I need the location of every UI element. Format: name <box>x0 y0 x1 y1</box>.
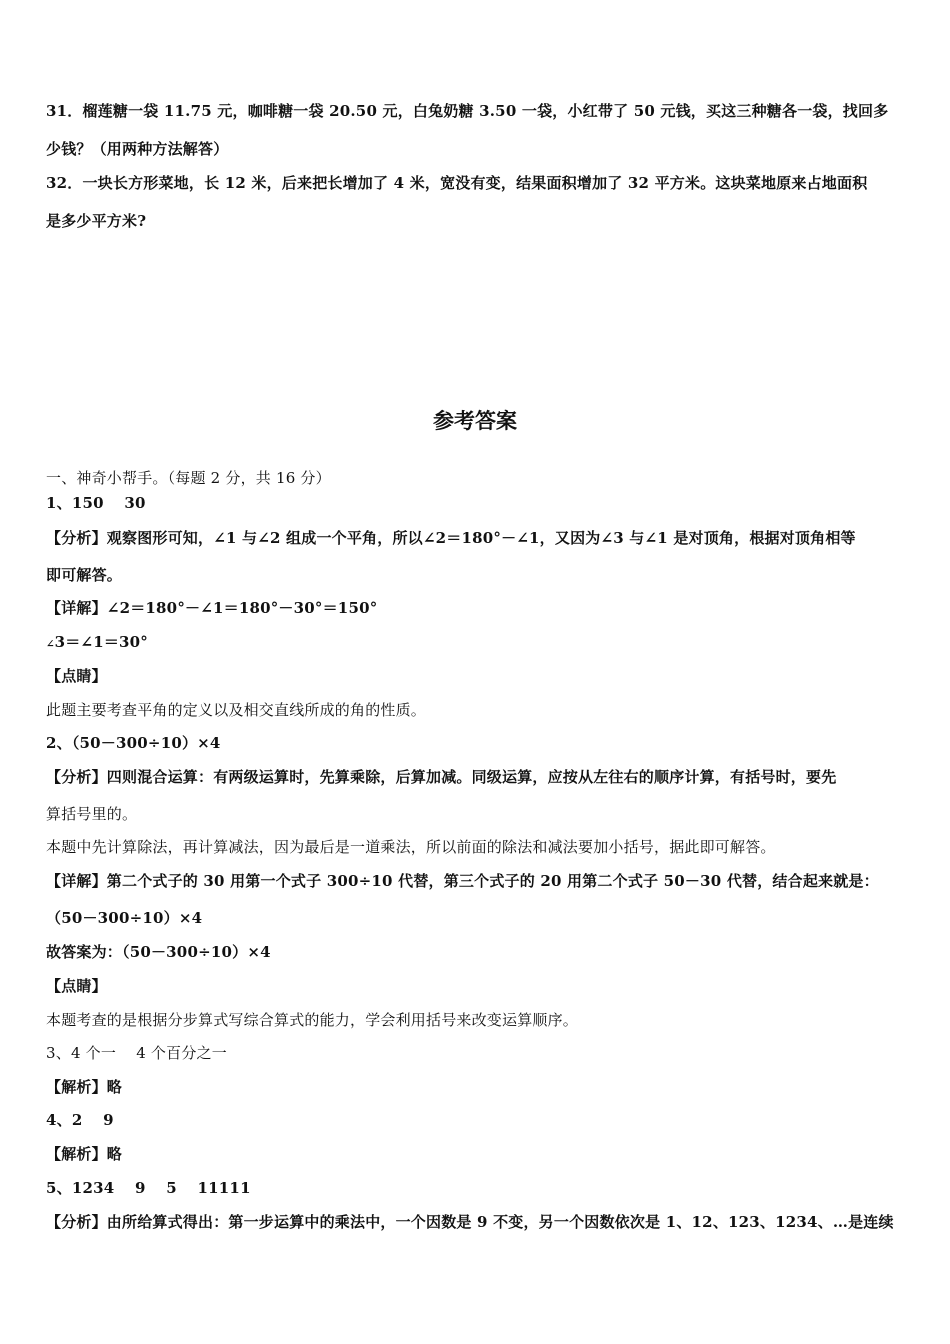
answer-1-point: 此题主要考查平角的定义以及相交直线所成的角的性质。 <box>46 701 427 719</box>
answer-3: 3、4 个一 4 个百分之一 <box>46 1044 227 1062</box>
answer-4: 4、2 9 <box>46 1111 114 1129</box>
section-header: 一、神奇小帮手。（每题 2 分，共 16 分） <box>46 469 331 487</box>
q31-line-1: 31．榴莲糖一袋 11.75 元，咖啡糖一袋 20.50 元，白兔奶糖 3.50 一袋，小红带了 50 元钱，买这三种糖各一袋，找回多 <box>46 102 889 120</box>
answer-1-analysis-1: 【分析】观察图形可知，∠1 与∠2 组成一个平角，所以∠2＝180°－∠1，又因为∠3 与∠1 是对顶角，根据对顶角相等 <box>46 529 856 547</box>
q31-line-2: 少钱？（用两种方法解答） <box>46 140 229 158</box>
answer-1-detail-1: 【详解】∠2＝180°－∠1＝180°－30°＝150° <box>46 599 378 617</box>
answer-1-analysis-2: 即可解答。 <box>46 566 123 584</box>
answer-2-analysis-3: 本题中先计算除法，再计算减法，因为最后是一道乘法，所以前面的除法和减法要加小括号，据此即可解答。 <box>46 838 776 856</box>
answer-5: 5、1234 9 5 11111 <box>46 1179 251 1197</box>
answer-1-point-label: 【点睛】 <box>46 667 107 685</box>
answer-3-analysis: 【解析】略 <box>46 1078 123 1096</box>
answer-2-point: 本题考查的是根据分步算式写综合算式的能力，学会利用括号来改变运算顺序。 <box>46 1011 579 1029</box>
page-title: 参考答案 <box>433 409 517 433</box>
q32-line-1: 32．一块长方形菜地，长 12 米，后来把长增加了 4 米，宽没有变，结果面积增加了 32 平方米。这块菜地原来占地面积 <box>46 174 868 192</box>
answer-4-analysis: 【解析】略 <box>46 1145 123 1163</box>
answer-2-analysis-2: 算括号里的。 <box>46 805 138 823</box>
answer-2-detail-3: 故答案为：（50－300÷10）×4 <box>46 943 271 961</box>
answer-2-detail-2: （50－300÷10）×4 <box>46 909 203 927</box>
answer-1-detail-2-text: 3＝∠1＝30° <box>54 633 149 651</box>
answer-2-detail-1: 【详解】第二个式子的 30 用第一个式子 300÷10 代替，第三个式子的 20 用第二个式子 50－30 代替，结合起来就是： <box>46 872 879 890</box>
answer-1-detail-2 <box>46 632 906 655</box>
answer-5-analysis-1: 【分析】由所给算式得出：第一步运算中的乘法中，一个因数是 9 不变，另一个因数依次是 1、12、123、1234、…是连续 <box>46 1213 894 1231</box>
answer-1: 1、150 30 <box>46 494 146 512</box>
answer-2-point-label: 【点睛】 <box>46 977 107 995</box>
answer-2-analysis-1: 【分析】四则混合运算：有两级运算时，先算乘除，后算加减。同级运算，应按从左往右的顺序计算，有括号时，要先 <box>46 768 837 786</box>
answer-2: 2、（50－300÷10）×4 <box>46 734 221 752</box>
q32-line-2: 是多少平方米? <box>46 212 147 230</box>
angle-symbol: ∠ <box>46 639 55 650</box>
